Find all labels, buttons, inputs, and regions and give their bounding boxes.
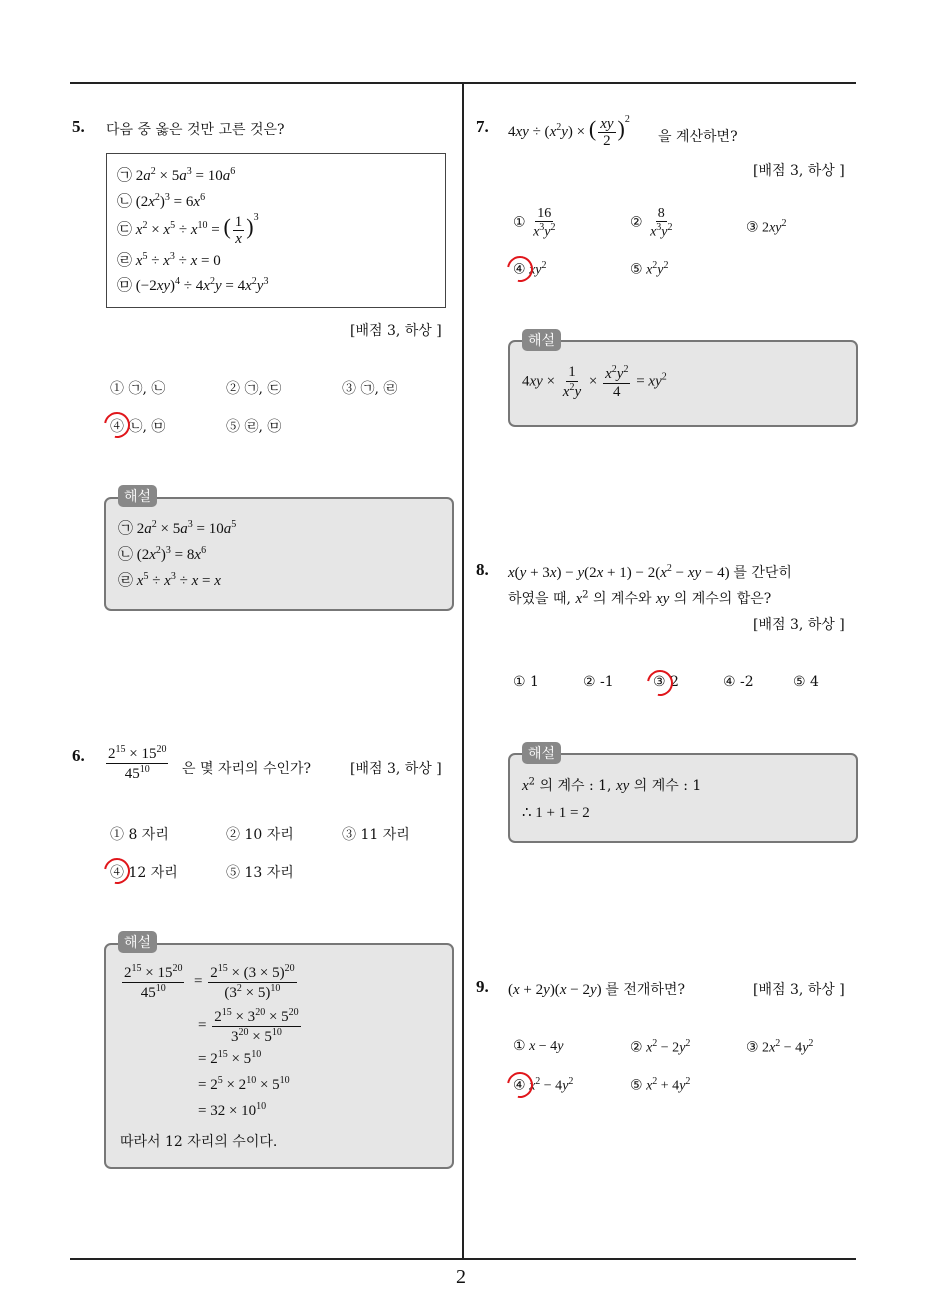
statement-1: ㉠ $2a^2 \times 5a^3 = 10a^6$ <box>117 166 236 184</box>
question-8-text-line-1: $x(y + 3x) - y(2x + 1) - 2(x^2$ − xy − 4) 를 간단히 <box>508 563 792 581</box>
question-5-number: 5. <box>72 117 85 136</box>
q7-choice-1[interactable]: ① $\frac{16}{x^3y^2}$ <box>513 206 556 241</box>
q9-answer-mark <box>502 1067 538 1103</box>
q8-choice-3[interactable]: ③ 2 <box>653 674 679 690</box>
q6-choice-1[interactable]: ① 8 자리 <box>110 827 169 843</box>
q6-solution-step-4: = $2^5 \times 2^{10} \times 5^{10}$ <box>198 1075 290 1093</box>
question-9-text: (x + 2y)(x − 2y) 를 전개하면? <box>508 982 685 998</box>
statement-3: ㉢ $x^2 \times x^5 \div x^{10}$ = ( $\frac{1}{x}$ )$^3$ <box>117 212 259 248</box>
question-7-number: 7. <box>476 117 489 136</box>
question-5-text: 다음 중 옳은 것만 고른 것은? <box>106 122 285 138</box>
q8-answer-mark <box>642 665 678 701</box>
question-8-solution-box <box>508 753 858 843</box>
question-6-text: 은 몇 자리의 수인가? <box>182 761 312 777</box>
question-6-number: 6. <box>72 746 85 765</box>
statement-4: ㉣ $x^5 \div x^3 \div x = 0$ <box>117 251 221 269</box>
q6-solution-step-3: = $2^{15} \times 5^{10}$ <box>198 1049 262 1067</box>
question-7-text: 을 계산하면? <box>658 129 738 145</box>
q8-choice-5[interactable]: ⑤ 4 <box>793 674 819 690</box>
q6-solution-step-2: = $\frac{2^{15} \times 3^{20} \times 5^{20}}{3^{20} \times 5^{10}}$ <box>198 1007 299 1045</box>
q5-solution-tag: 해설 <box>118 485 157 507</box>
q6-choice-5[interactable]: ⑤ 13 자리 <box>226 865 294 881</box>
q6-choice-3[interactable]: ③ 11 자리 <box>342 827 410 843</box>
q5-solution-line-1: ㉠ $2a^2 \times 5a^3 = 10a^5$ <box>118 519 237 537</box>
question-8-number: 8. <box>476 560 489 579</box>
q6-solution-tag: 해설 <box>118 931 157 953</box>
q6-solution-step-1: $\frac{2^{15} \times 15^{20}}{45^{10}}$ = $\frac{2^{15} \times (3 \times 5)^{20}}{(3^2 \times 5)^{10}}$ <box>124 963 295 1001</box>
q7-choice-2[interactable]: ② $\frac{8}{x^3y^2}$ <box>630 206 673 241</box>
q6-solution-step-5: = $32 \times 10^{10}$ <box>198 1101 267 1119</box>
q7-solution-tag: 해설 <box>522 329 561 351</box>
page-number: 2 <box>456 1266 466 1288</box>
q9-choice-5[interactable]: ⑤ $x^2 + 4y^2$ <box>630 1076 691 1094</box>
q6-choice-2[interactable]: ② 10 자리 <box>226 827 294 843</box>
q5-choice-1[interactable]: ① ㉠, ㉡ <box>110 381 166 397</box>
statement-2: ㉡ $(2x^2)^3 = 6x^6$ <box>117 192 206 210</box>
q6-solution-conclusion: 따라서 12 자리의 수이다. <box>120 1134 278 1150</box>
question-8-text-line-2: 하였을 때, $x^2$ 의 계수와 xy 의 계수의 합은? <box>508 589 772 607</box>
q8-choice-4[interactable]: ④ -2 <box>723 674 754 690</box>
question-5-solution-box <box>104 497 454 611</box>
q5-choice-2[interactable]: ② ㉠, ㉢ <box>226 381 282 397</box>
column-divider <box>462 82 464 1260</box>
question-9-number: 9. <box>476 977 489 996</box>
q8-solution-tag: 해설 <box>522 742 561 764</box>
q6-choice-4[interactable]: ④ 12 자리 <box>110 865 178 881</box>
q5-choice-5[interactable]: ⑤ ㉣, ㉤ <box>226 419 282 435</box>
q7-choice-4[interactable]: ④ $xy^2$ <box>513 260 547 278</box>
question-9-score: [배점 3, 하상 ] <box>753 982 845 998</box>
q8-solution-line-1: $x^2$ 의 계수 : 1, xy 의 계수 : 1 <box>522 776 702 794</box>
q5-choice-4[interactable]: ④ ㉡, ㉤ <box>110 419 166 435</box>
q8-solution-line-2: ∴ 1 + 1 = 2 <box>522 805 590 821</box>
q9-choice-1[interactable]: ① x − 4y <box>513 1039 564 1054</box>
bottom-rule <box>70 1258 856 1260</box>
question-7-expression: $4xy \div (x^2y)$ × ( $\frac{xy}{2}$ )$^2$ <box>508 114 630 150</box>
statement-5: ㉤ $(-2xy)^4 \div 4x^2y = 4x^2y^3$ <box>117 276 269 294</box>
q9-choice-2[interactable]: ② $x^2 - 2y^2$ <box>630 1038 691 1056</box>
q7-solution-line: 4xy × $\frac{1}{x^2y}$ × $\frac{x^2y^2}{4}$ = $xy^2$ <box>522 364 667 400</box>
q9-choice-3[interactable]: ③ $2x^2 - 4y^2$ <box>746 1038 814 1056</box>
q7-answer-mark <box>502 251 538 287</box>
q9-choice-4[interactable]: ④ $x^2 - 4y^2$ <box>513 1076 574 1094</box>
q8-choice-1[interactable]: ① 1 <box>513 674 539 690</box>
question-6-expression: $\frac{2^{15} \times 15^{20}}{45^{10}}$ <box>108 744 167 782</box>
question-7-solution-box <box>508 340 858 427</box>
question-5-statement-box <box>106 153 446 308</box>
q5-solution-line-3: ㉣ $x^5 \div x^3 \div x = x$ <box>118 571 221 589</box>
q7-choice-5[interactable]: ⑤ $x^2y^2$ <box>630 260 669 278</box>
q5-solution-line-2: ㉡ $(2x^2)^3 = 8x^6$ <box>118 545 207 563</box>
q5-choice-3[interactable]: ③ ㉠, ㉣ <box>342 381 398 397</box>
question-5-score: [배점 3, 하상 ] <box>350 323 442 339</box>
q8-choice-2[interactable]: ② -1 <box>583 674 614 690</box>
question-6-score: [배점 3, 하상 ] <box>350 761 442 777</box>
q7-choice-3[interactable]: ③ $2xy^2$ <box>746 218 787 236</box>
q6-answer-mark <box>99 853 135 889</box>
question-7-score: [배점 3, 하상 ] <box>753 163 845 179</box>
q5-answer-mark <box>99 407 135 443</box>
question-8-score: [배점 3, 하상 ] <box>753 617 845 633</box>
question-6-solution-box <box>104 943 454 1169</box>
